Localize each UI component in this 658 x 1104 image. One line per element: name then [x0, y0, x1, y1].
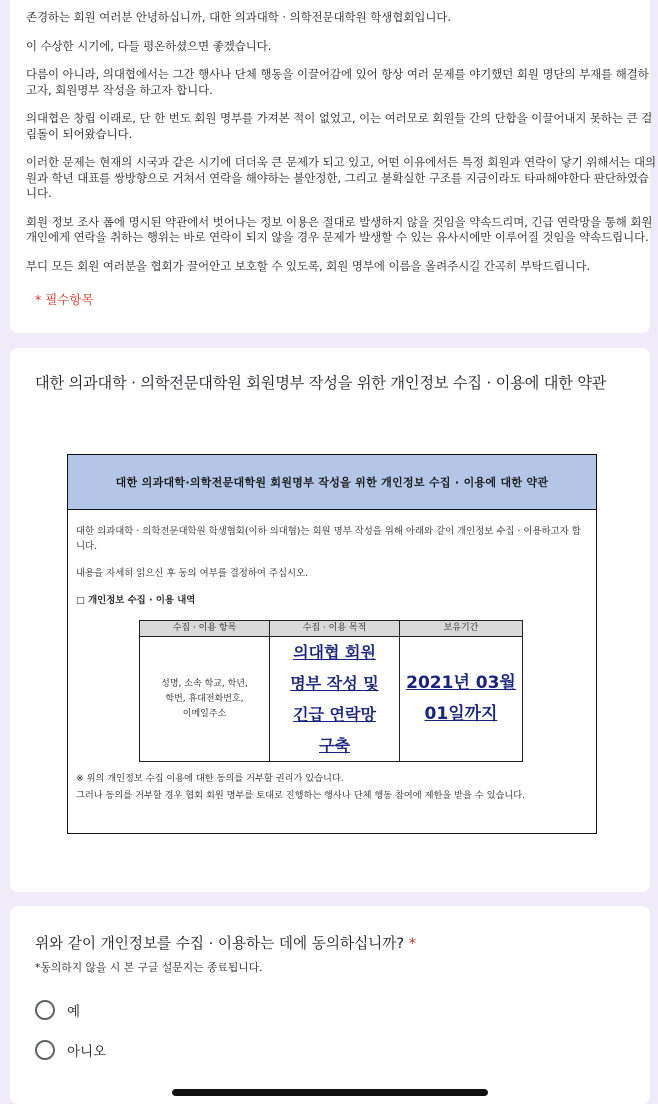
radio-button-yes[interactable]	[35, 1000, 55, 1020]
option-no[interactable]	[35, 1040, 106, 1060]
question-text: 위와 같이 개인정보를 수집 · 이용하는 데에 동의하십니까?	[35, 935, 405, 952]
doc-body	[68, 510, 596, 762]
required-indicator: * 필수항목	[35, 292, 94, 307]
question-description: *동의하지 않을 시 본 구글 설문지는 종료됩니다.	[35, 961, 263, 974]
purpose-line: 의대협 회원	[293, 643, 376, 662]
purpose-cell	[270, 637, 400, 762]
consent-question-card	[10, 906, 650, 1104]
collected-items-cell	[140, 637, 270, 762]
purpose-line: 긴급 연락망	[293, 705, 376, 724]
form-description	[26, 10, 656, 287]
doc-intro: 대한 의과대학 · 의학전문대학원 학생협회(이하 의대협)는 회원 명부 작성을 위해 아래와 같이 개인정보 수집 · 이용하고자 합니다.	[76, 526, 581, 552]
option-label: 예	[67, 1004, 81, 1020]
doc-footer	[68, 762, 596, 804]
items-line: 학번, 휴대전화번호,	[165, 693, 244, 704]
refusal-consequence-note: 그러나 동의를 거부할 경우 협회 회원 명부를 토대로 진행하는 행사나 단체 행동 참여에 제한을 받을 수 있습니다.	[76, 790, 526, 801]
info-table	[139, 620, 523, 762]
period-line: 01일까지	[424, 704, 498, 724]
required-star: *	[408, 935, 417, 952]
intro-paragraph: 다름이 아니라, 의대협에서는 그간 행사나 단체 행동을 이끌어감에 있어 항상 여러 문제를 야기했던 회원 명단의 부재를 해결하고자, 회원명부 작성을 하고자 합니다.	[26, 67, 649, 97]
terms-document-image	[67, 454, 597, 834]
intro-paragraph: 의대협은 창립 이래로, 단 한 번도 회원 명부를 가져본 적이 없었고, 이는 여러모로 회원들 간의 단합을 이끌어내지 못하는 큰 걸림돌이 되어왔습니다.	[26, 111, 653, 141]
terms-title: 대한 의과대학 · 의학전문대학원 회원명부 작성을 위한 개인정보 수집 · 이용에 대한 약관	[35, 374, 607, 392]
refusal-right-note: ※ 위의 개인정보 수집 이용에 대한 동의를 거부할 권리가 있습니다.	[76, 773, 344, 784]
table-header: 보유기간	[400, 621, 523, 637]
intro-paragraph: 회원 정보 조사 폼에 명시된 약관에서 벗어나는 정보 이용은 절대로 발생하지 않을 것임을 약속드리며, 긴급 연락망을 통해 회원 개인에게 연락을 취하는 행위는 바로 연락이 되지 않을 경우 문제가 발생할 수 있는 유사시에만 이루어질 것임을 약속드립니다.	[26, 214, 653, 244]
doc-header: 대한 의과대학·의학전문대학원 회원명부 작성을 위한 개인정보 수집 · 이용에 대한 약관	[68, 455, 596, 510]
radio-button-no[interactable]	[35, 1040, 55, 1060]
purpose-line: 명부 작성 및	[290, 674, 379, 693]
doc-instruction: 내용을 자세히 읽으신 후 동의 여부를 결정하여 주십시오.	[76, 568, 309, 579]
doc-section-title: □ 개인정보 수집 · 이용 내역	[76, 595, 196, 606]
table-header: 수집 · 이용 항목	[140, 621, 270, 637]
retention-period-cell	[400, 637, 523, 762]
terms-card	[10, 348, 650, 892]
intro-paragraph: 존경하는 회원 여러분 안녕하십니까, 대한 의과대학 · 의학전문대학원 학생협회입니다.	[26, 10, 451, 24]
option-yes[interactable]	[35, 1000, 80, 1020]
intro-paragraph: 이 수상한 시기에, 다들 평온하셨으면 좋겠습니다.	[26, 38, 272, 53]
option-label: 아니오	[67, 1044, 107, 1060]
intro-paragraph: 이러한 문제는 현재의 시국과 같은 시기에 더더욱 큰 문제가 되고 있고, 어떤 이유에서든 특정 회원과 연락이 닿기 위해서는 대의원과 학년 대표를 쌍방향으로 거쳐서 연락을 해야하는 불안정한, 그리고 불확실한 구조를 지금이라도 타파해야한다 판단하였습니다.	[26, 155, 656, 200]
items-line: 성명, 소속 학교, 학년,	[161, 678, 248, 689]
table-header-row	[140, 621, 523, 637]
table-row	[140, 637, 523, 762]
purpose-line: 구축	[319, 736, 350, 755]
intro-paragraph: 부디 모든 회원 여러분을 협회가 끌어안고 보호할 수 있도록, 회원 명부에 이름을 올려주시길 간곡히 부탁드립니다.	[26, 258, 591, 273]
period-line: 2021년 03월	[406, 673, 516, 693]
question-title	[35, 932, 416, 953]
home-indicator[interactable]	[172, 1089, 488, 1096]
items-line: 이메일주소	[182, 708, 227, 719]
table-header: 수집 · 이용 목적	[270, 621, 400, 637]
form-description-card	[10, 0, 656, 333]
